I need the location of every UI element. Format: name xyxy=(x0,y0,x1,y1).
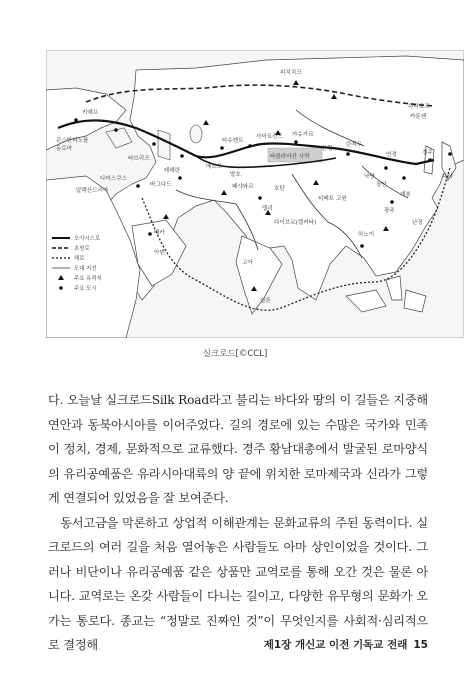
map-label: 사마르칸드 xyxy=(256,134,284,140)
map-label: 경주 xyxy=(422,150,433,156)
map-label: 고아 xyxy=(242,260,253,266)
chapter-title: 제1장 개신교 이전 기독교 전래 xyxy=(263,639,408,651)
silk-road-map xyxy=(46,50,464,338)
map-label: 카룬젠 xyxy=(410,114,427,120)
map-label: 란저우 xyxy=(346,142,363,148)
page-number: 15 xyxy=(413,639,428,651)
map-label: 피치치크 xyxy=(280,70,302,76)
map-label: 메카 xyxy=(154,230,165,236)
map-label: 타클라마칸 사막 xyxy=(270,154,310,160)
map-label: 광주 xyxy=(384,208,395,214)
legend-label: 주요 도시 xyxy=(74,286,97,292)
map-label: 실론 xyxy=(260,298,271,304)
body-text xyxy=(48,388,428,658)
map-label: 콘스탄티노플 xyxy=(56,138,89,144)
map-label: 돈황 xyxy=(322,146,333,152)
paragraph: 동서고금을 막론하고 상업적 이해관계는 문화교류의 주된 동력이다. 실크로드의 여러 길을 처음 열어놓은 사람들도 아마 상인이었을 것이다. 그러나 비단이나 유리공예품 같은 상품만 교역로를 통해 오간 것은 물론 아니다. 교역로는 온갖 사람들이 다니는 길이고, 다양한 유무형의 문화가 오가는 통로다. 종교는 “정말로 진짜인 것”이 무엇인지를 사회적·심리적으로 결정해 xyxy=(48,515,428,652)
map-label: 발흐 xyxy=(230,172,241,178)
map-label: 페샤와르 xyxy=(232,184,254,190)
map-label: 개봉 xyxy=(400,192,411,198)
map-label: 난징 xyxy=(412,220,423,226)
map-label: 하노이 xyxy=(358,232,375,238)
legend-label: 주요 유적지 xyxy=(74,276,102,282)
map-label: 연경 xyxy=(386,152,397,158)
page-footer xyxy=(264,637,428,652)
map-label: 키예프 xyxy=(82,110,99,116)
map-label: 아덴 xyxy=(154,250,165,256)
figure-caption: 실크로드[©CCL] xyxy=(202,349,268,359)
legend-label: 도대 지선 xyxy=(74,266,97,272)
map-label: 다마스쿠스 xyxy=(100,176,128,182)
map-label: 동로마 xyxy=(56,146,73,152)
map-label: 바그다드 xyxy=(150,182,172,188)
map-label: 테헤란 xyxy=(164,168,181,174)
map-label: 다이브르(캘커타) xyxy=(274,220,317,226)
map-label: 카슈가르 xyxy=(292,132,314,138)
legend-label: 오아시스로 xyxy=(74,236,101,242)
map-label: 티베트 고원 xyxy=(318,196,347,202)
map-label: 타브리즈 xyxy=(128,156,150,162)
map-label: 메르브 xyxy=(206,164,223,170)
paragraph: 다. 오늘날 실크로드Silk Road라고 불리는 바다와 땅의 이 길들은 지중해 연안과 동북아시아를 이어주었다. 길의 경로에 있는 수많은 국가와 민족이 정치, 경제, 문화적으로 교류했다. 경주 황남대총에서 발굴된 로마양식의 유리공예품은 유라시아대륙의 양 끝에 위치한 로마제국과 신라가 그렇게 연결되어 있었음을 잘 보여준다. xyxy=(48,393,428,505)
legend-label: 초원로 xyxy=(74,246,90,252)
map-label: 나라 xyxy=(442,174,453,180)
map-label: 호탄 xyxy=(274,186,285,192)
map-label: 하바로프 xyxy=(408,104,430,110)
map-label: 델리 xyxy=(262,206,273,212)
map-label: 알렉산드리아 xyxy=(76,188,109,194)
map-label: 타슈켄트 xyxy=(222,138,244,144)
map-label: 낙양 xyxy=(364,174,375,180)
map-label: 장안 xyxy=(376,182,387,188)
legend-label: 해로 xyxy=(74,256,85,262)
